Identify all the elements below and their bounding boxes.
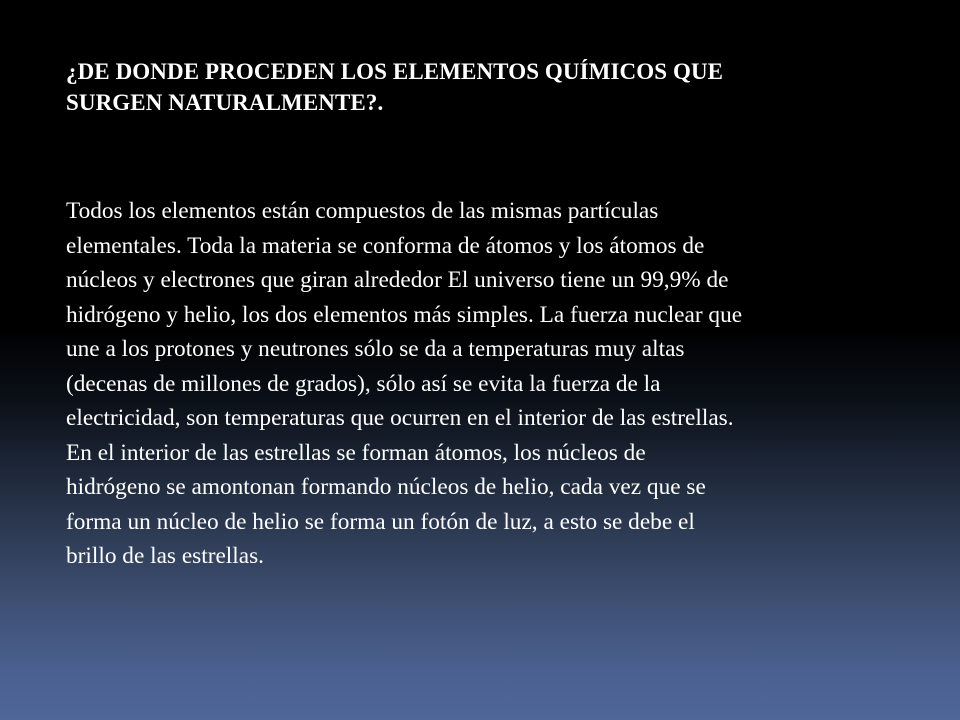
slide-title: ¿DE DONDE PROCEDEN LOS ELEMENTOS QUÍMICOS QUE SURGEN NATURALMENTE?. xyxy=(66,59,724,115)
slide-body-text: Todos los elementos están compuestos de las mismas partículas elementales. Toda la materia se conforma de átomos y los átomos de núcleos y electrones que giran alrededor El universo tiene un 99,9% de hidrógeno y helio, los dos elementos más simples. La fuerza nuclear que une a los protones y neutrones sólo se da a temperaturas muy altas (decenas de millones de grados), sólo así se evita la fuerza de la electricidad, son temperaturas que ocurren en el interior de las estrellas. En el interior de las estrellas se forman átomos, los núcleos de hidrógeno se amontonan formando núcleos de helio, cada vez que se forma un núcleo de helio se forma un fotón de luz, a esto se debe el brillo de las estrellas. xyxy=(66,198,743,569)
